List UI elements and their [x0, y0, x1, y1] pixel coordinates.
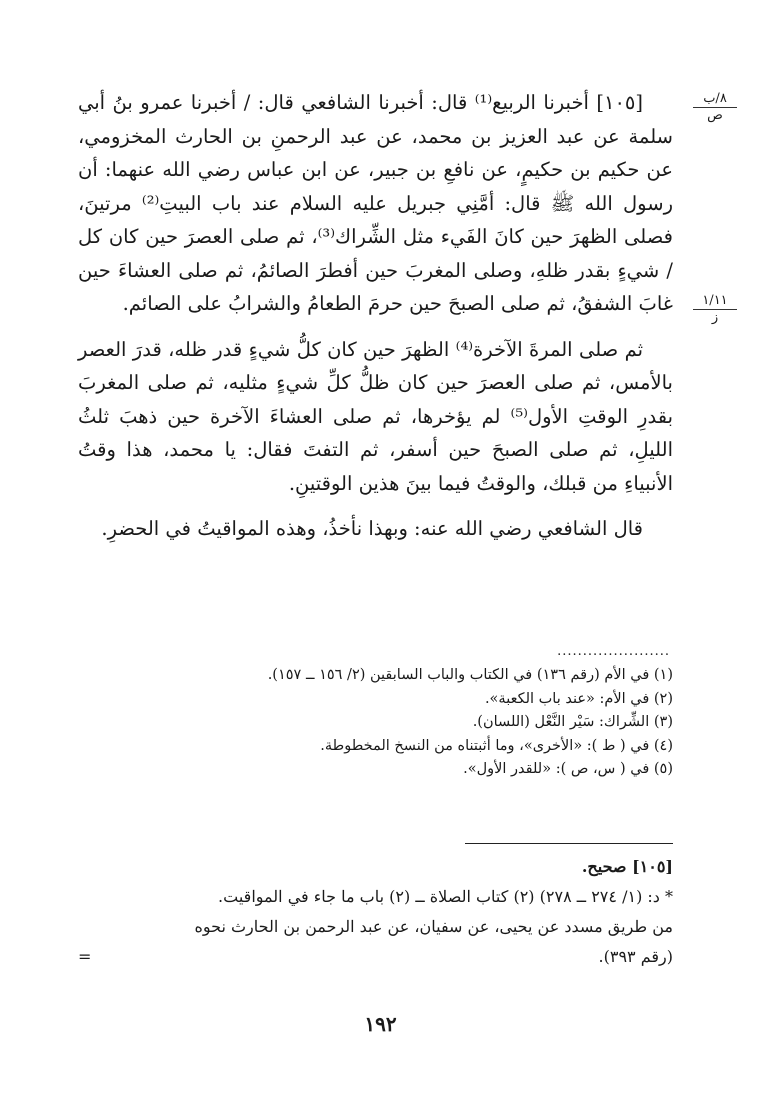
margin-reference-2-top: ١/١١	[702, 293, 728, 308]
hadith-paragraph-2: ثم صلى المرةَ الآخرة⁽⁴⁾ الظهرَ حين كان كلُّ شيءٍ قدر ظله، قدرَ العصر بالأمس، ثم صلى العصرَ حين كان ظلُّ كلِّ شيءٍ مثليه، ثم صلى المغربَ بقدرِ الوقتِ الأول⁽⁵⁾ لم يؤخرها، ثم صلى العشاءَ الآخرة حين ذهبَ ثلثُ الليلِ، ثم صلى الصبحَ حين أسفر، ثم التفتَ فقال: يا محمد، هذا وقتُ الأنبياءِ من قبلك، والوقتُ فيما بينَ هذين الوقتينِ.	[78, 337, 673, 495]
margin-reference-2	[687, 294, 743, 325]
margin-reference-1-bottom: ص	[707, 108, 723, 123]
footnote-separator-dots: ......................	[557, 644, 670, 659]
margin-reference-1	[687, 92, 743, 123]
tahqiq-line-2-text: من طريق مسدد عن يحيى، عن سفيان، عن عبد الرحمن بن الحارث نحوه	[194, 917, 673, 936]
margin-reference-2-bottom: ز	[711, 310, 719, 325]
tahqiq-heading: [١٠٥] صحيح.	[581, 857, 673, 876]
tahqiq-line-3-text: (رقم ٣٩٣).	[598, 947, 673, 966]
tahqiq-section	[78, 852, 673, 972]
footnote-2: (٢) في الأم: «عند باب الكعبة».	[484, 690, 673, 707]
page-number: ١٩٢	[364, 1012, 397, 1036]
continuation-mark: =	[78, 947, 92, 966]
main-text	[78, 86, 673, 546]
footnote-3: (٣) الشِّراك: سَيْر النَّعْل (اللسان).	[472, 714, 673, 730]
margin-reference-1-top: ٨/ب	[703, 91, 727, 106]
tahqiq-line-3	[78, 942, 673, 972]
tahqiq-line-1: * د: (١/ ٢٧٤ ــ ٢٧٨) (٢) كتاب الصلاة ــ (٢) باب ما جاء في المواقيت.	[218, 887, 673, 906]
footnote-4: (٤) في ( ط ): «الأخرى»، وما أثبتناه من النسخ المخطوطة.	[320, 737, 673, 754]
tahqiq-line-2	[78, 912, 673, 942]
hadith-paragraph-1: [١٠٥] أخبرنا الربيع⁽¹⁾ قال: أخبرنا الشافعي قال: / أخبرنا عمرو بنُ أبي سلمة عن عبد العزيز بن محمد، عن عبد الرحمنِ بن الحارث المخزومي، عن حكيم بن حكيمٍ، عن نافعِ بن جبير، عن ابن عباس رضي الله عنهما: أن رسول الله ﷺ قال: أمَّنِي جبريل عليه السلام عند باب البيتِ⁽²⁾ مرتينَ، فصلى الظهرَ حين كانَ الفَيء مثل الشِّراك⁽³⁾، ثم صلى العصرَ حين كان كل / شيءٍ بقدر ظلهِ، وصلى المغربَ حين أفطرَ الصائمُ، ثم صلى العشاءَ حين غابَ الشفقُ، ثم صلى الصبحَ حين حرمَ الطعامُ والشرابُ على الصائم.	[78, 91, 673, 315]
footnote-1: (١) في الأم (رقم ١٣٦) في الكتاب والباب السابقين (٢/ ١٥٦ ــ ١٥٧).	[267, 667, 673, 683]
footnote-5: (٥) في ( س، ص ): «للقدر الأول».	[463, 761, 673, 777]
shafii-comment-paragraph: قال الشافعي رضي الله عنه: وبهذا نأخذُ، وهذه المواقيتُ في الحضرِ.	[101, 517, 643, 540]
footnotes	[78, 664, 673, 782]
tahqiq-divider	[465, 843, 673, 844]
